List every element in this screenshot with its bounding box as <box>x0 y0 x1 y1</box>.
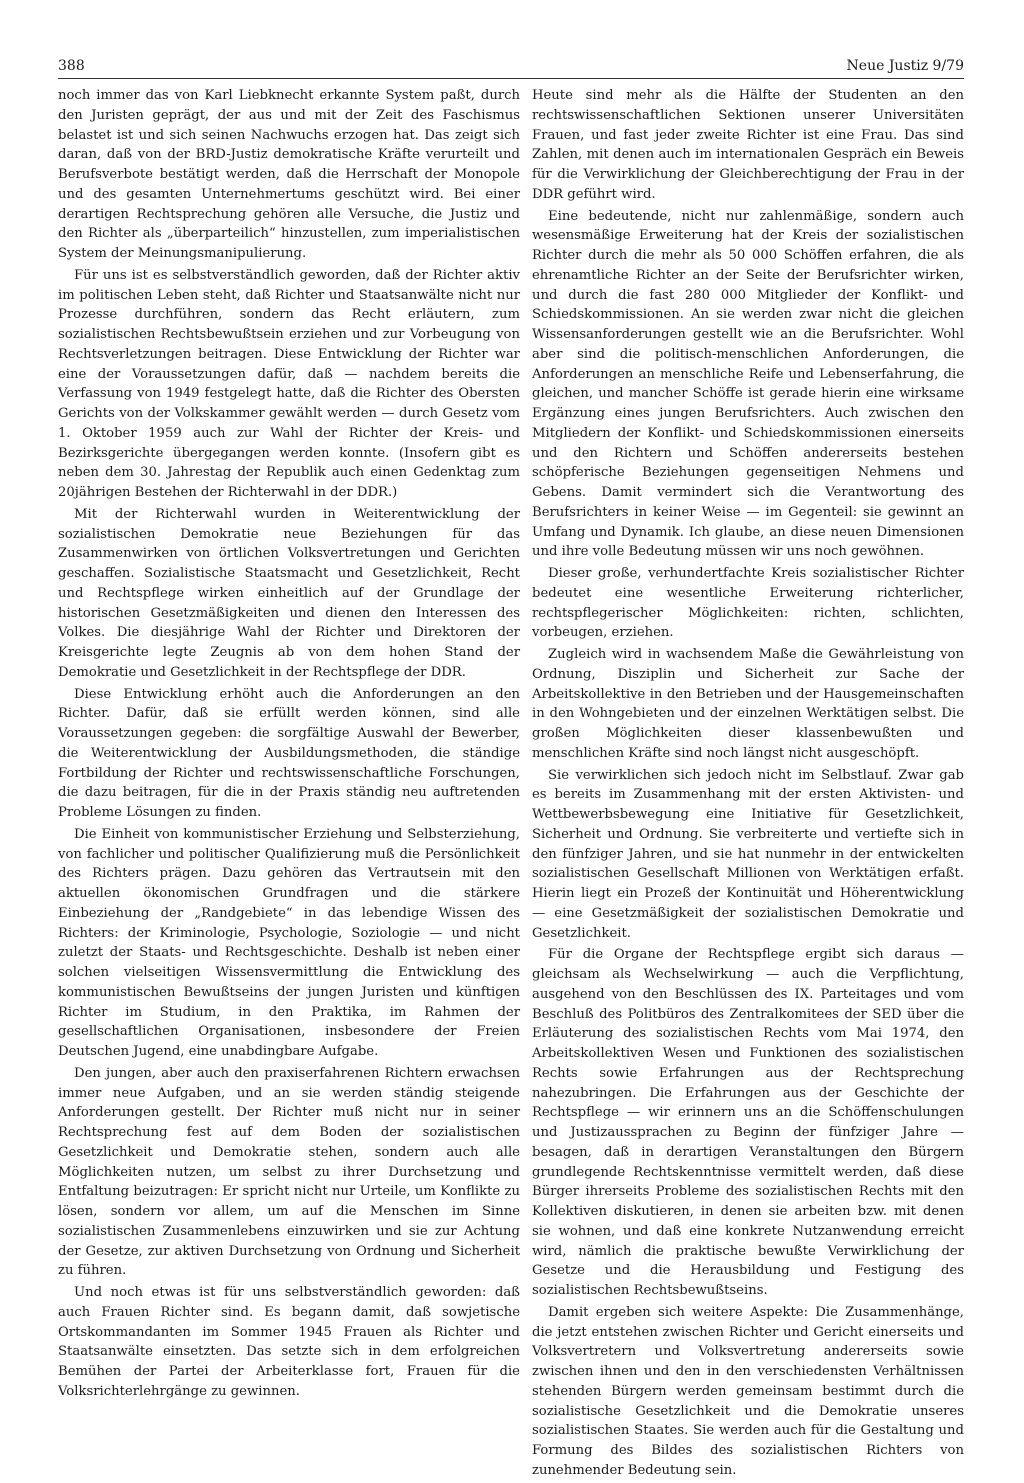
header-rule <box>58 78 964 79</box>
paragraph: Die Einheit von kommunistischer Erziehung und Selbsterziehung, von fachlicher und politischer Qualifizierung muß die Persönlichkeit des Richters prägen. Dazu gehören das Vertrautsein mit den aktuellen ökonomischen Grundfragen und die stärkere Einbeziehung der „Randgebiete“ in das lebendige Wissen des Richters: der Kriminologie, Psychologie, Soziologie — und nicht zuletzt der Staats- und Rechtsgeschichte. Deshalb ist neben einer solchen vielseitigen Wissensvermittlung die Entwicklung des kommunistischen Bewußtseins der jungen Juristen und künftigen Richter im Studium, in den Praktika, im Rahmen der gesellschaftlichen Organisationen, insbesondere der Freien Deutschen Jugend, eine unabdingbare Aufgabe. <box>58 826 520 1059</box>
paragraph: Zugleich wird in wachsendem Maße die Gewährleistung von Ordnung, Disziplin und Sicherheit zur Sache der Arbeitskollektive in den Betrieben und der Hausgemeinschaften in den Wohngebieten und der einzelnen Werktätigen selbst. Die großen Möglichkeiten dieser klassenbewußten und menschlichen Kräfte sind noch längst nicht ausgeschöpft. <box>532 647 964 761</box>
paragraph: Für uns ist es selbstverständlich geworden, daß der Richter aktiv im politischen Leben steht, daß Richter und Staatsanwälte nicht nur Prozesse durchführen, sondern das Recht erläutern, zum sozialistischen Rechtsbewußtsein erziehen und zur Vorbeugung von Rechtsverletzungen beitragen. Diese Entwicklung der Richter war eine der Voraussetzungen dafür, daß — nachdem bereits die Verfassung von 1949 festgelegt hatte, daß die Richter des Obersten Gerichts von der Volkskammer gewählt werden — durch Gesetz vom 1. Oktober 1959 auch zur Wahl der Richter der Kreis- und Bezirksgerichte übergegangen werden konnte. (Insofern gibt es neben dem 30. Jahrestag der Republik auch einen Gedenktag zum 20jährigen Bestehen der Richterwahl in der DDR.) <box>58 267 520 500</box>
paragraph: Dieser große, verhundertfachte Kreis sozialistischer Richter bedeutet eine wesentliche Erweiterung richterlicher, rechtspflegerischer Möglichkeiten: richten, schlichten, vorbeugen, erziehen. <box>532 566 964 641</box>
paragraph: Heute sind mehr als die Hälfte der Studenten an den rechtswissenschaftlichen Sektionen unserer Universitäten Frauen, und fast jeder zweite Richter ist eine Frau. Das sind Zahlen, mit denen auch im internationalen Gespräch ein Beweis für die Verwirklichung der Gleichberechtigung der Frau in der DDR geführt wird. <box>532 88 964 202</box>
paragraph: Für die Organe der Rechtspflege ergibt sich daraus — gleichsam als Wechselwirkung — auch die Verpflichtung, ausgehend von den Beschlüssen des IX. Parteitages und vom Beschluß des Politbüros des Zentralkomitees der SED über die Erläuterung des sozialistischen Rechts vom Mai 1974, den Arbeitskollektiven Wesen und Funktionen des sozialistischen Rechts sowie Erfahrungen aus der Rechtsprechung nahezubringen. Die Erfahrungen aus der Geschichte der Rechtspflege — wir erinnern uns an die Schöffenschulungen und Justizaussprachen zu Beginn der fünfziger Jahre — besagen, daß in derartigen Veranstaltungen den Bürgern grundlegende Rechtskenntnisse vermittelt werden, daß diese Bürger ihrerseits Probleme des sozialistischen Rechts mit den Kollektiven diskutieren, in denen sie arbeiten bzw. mit denen sie wohnen, und daß eine konkrete Nutzanwendung erreicht wird, nämlich die praktische bewußte Verwirklichung der Gesetze und die Herausbildung und Festigung des sozialistischen Rechtsbewußtseins. <box>532 947 964 1298</box>
paragraph: Sie verwirklichen sich jedoch nicht im Selbstlauf. Zwar gab es bereits im Zusammenhang mit der ersten Aktivisten- und Wettbewerbsbewegung eine Initiative für Gesetzlichkeit, Sicherheit und Ordnung. Sie verbreiterte und vertiefte sich in den fünfziger Jahren, und sie hat nunmehr in der entwickelten sozialistischen Gesellschaft Millionen von Werktätigen erfaßt. Hierin liegt ein Prozeß der Kontinuität und Höherentwicklung — eine Gesetzmäßigkeit der sozialistischen Demokratie und Gesetzlichkeit. <box>532 767 964 941</box>
paragraph: Diese Entwicklung erhöht auch die Anforderungen an den Richter. Dafür, daß sie erfüllt werden können, sind alle Voraussetzungen gegeben: die sorgfältige Auswahl der Bewerber, die Weiterentwicklung der Ausbildungsmethoden, die ständige Fortbildung der Richter und rechtswissenschaftliche Forschungen, die dazu beitragen, für die in der Praxis ständig neu auftretenden Probleme Lösungen zu finden. <box>58 686 520 820</box>
paragraph: Damit ergeben sich weitere Aspekte: Die Zusammenhänge, die jetzt entstehen zwischen Richter und Gericht einerseits und Volksvertretern und Volksvertretung andererseits sowie zwischen ihnen und den in den verschiedensten Verhältnissen stehenden Bürgern werden gemeinsam bestimmt durch die sozialistische Gesetzlichkeit und die Demokratie unseres sozialistischen Staates. Sie werden auch für die Gestaltung und Formung des Bildes des sozialistischen Richters von zunehmender Bedeutung sein. <box>532 1304 964 1478</box>
paragraph: Den jungen, aber auch den praxiserfahrenen Richtern erwachsen immer neue Aufgaben, und an sie werden ständig steigende Anforderungen gestellt. Der Richter muß nicht nur in seiner Rechtsprechung fest auf dem Boden der sozialistischen Gesetzlichkeit und Demokratie stehen, sondern auch alle Möglichkeiten nutzen, um selbst zu ihrer Durchsetzung und Entfaltung beizutragen: Er spricht nicht nur Urteile, um Konflikte zu lösen, sondern vor allem, um auf die Menschen im Sinne sozialistischen Zusammenlebens einzuwirken und sie zur Achtung der Gesetze, zur aktiven Durchsetzung von Ordnung und Sicherheit zu führen. <box>58 1065 520 1279</box>
paragraph: Mit der Richterwahl wurden in Weiterentwicklung der sozialistischen Demokratie neue Beziehungen für das Zusammenwirken von örtlichen Volksvertretungen und Gerichten geschaffen. Sozialistische Staatsmacht und Gesetzlichkeit, Recht und Rechtspflege wirken einheitlich auf der Grundlage der historischen Gesetzmäßigkeiten und dienen den Interessen des Volkes. Die diesjährige Wahl der Richter und Direktoren der Kreisgerichte legte Zeugnis ab von dem hohen Stand der Demokratie und Gesetzlichkeit in der Rechtspflege der DDR. <box>58 506 520 680</box>
journal-reference: Neue Justiz 9/79 <box>846 58 964 74</box>
paragraph: noch immer das von Karl Liebknecht erkannte System paßt, durch den Juristen geprägt, der aus und mit der Zeit des Faschismus belastet ist und sich seinen Nachwuchs erzogen hat. Das zeigt sich daran, daß von der BRD-Justiz demokratische Kräfte verurteilt und Berufsverbote bestätigt werden, daß die Herrschaft der Monopole und des gesamten Unternehmertums geschützt wird. Bei einer derartigen Rechtsprechung gehören alle Versuche, die Justiz und den Richter als „überparteilich“ hinzustellen, zum imperialistischen System der Meinungsmanipulierung. <box>58 88 520 261</box>
paragraph: Eine bedeutende, nicht nur zahlenmäßige, sondern auch wesensmäßige Erweiterung hat der Kreis der sozialistischen Richter durch die mehr als 50 000 Schöffen erfahren, die als ehrenamtliche Richter an der Seite der Berufsrichter wirken, und durch die fast 280 000 Mitglieder der Konflikt- und Schiedskommissionen. An sie werden zwar nicht die gleichen Wissensanforderungen gestellt wie an die Berufsrichter. Wohl aber sind die politisch-menschlichen Anforderungen, die Anforderungen an menschliche Reife und Lebenserfahrung, die gleichen, und mancher Schöffe ist gerade hierin eine wirksame Ergänzung eines jungen Berufsrichters. Auch zwischen den Mitgliedern der Konflikt- und Schiedskommissionen einerseits und den Richtern und Schöffen andererseits bestehen schöpferische Beziehungen gegenseitigen Nehmens und Gebens. Damit vermindert sich die Verantwortung des Berufsrichters in keiner Weise — im Gegenteil: sie gewinnt an Umfang und Dynamik. Ich glaube, an diese neuen Dimensionen und ihre volle Bedeutung müssen wir uns noch gewöhnen. <box>532 208 964 560</box>
paragraph: Und noch etwas ist für uns selbstverständlich geworden: daß auch Frauen Richter sind. Es begann damit, daß sowjetische Ortskommandanten im Sommer 1945 Frauen als Richter und Staatsanwälte einsetzten. Das setzte sich in dem erfolgreichen Bemühen der Partei der Arbeiterklasse fort, Frauen für die Volksrichterlehrgänge zu gewinnen. <box>58 1285 520 1399</box>
left-column <box>58 86 520 1404</box>
page-number: 388 <box>58 58 85 74</box>
right-column <box>532 86 964 1483</box>
